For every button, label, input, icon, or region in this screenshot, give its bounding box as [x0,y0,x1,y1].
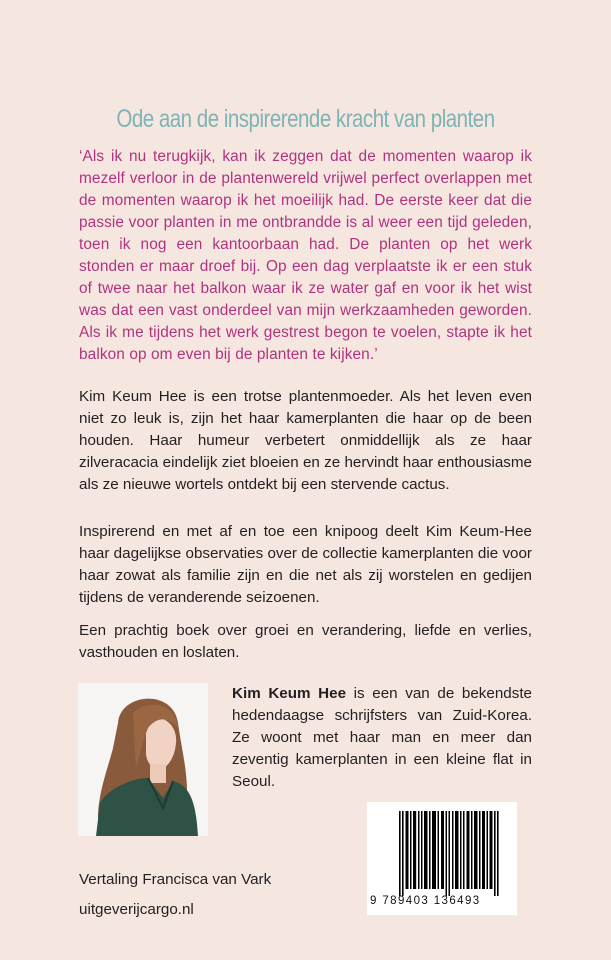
description-paragraph-1: Kim Keum Hee is een trotse plantenmoeder. Als het leven even niet zo leuk is, zijn het haar kamerplanten die haar op de been houden. Haar humeur verbetert onmiddellijk als ze haar zilveracacia eindelijk ziet bloeien en ze hervindt haar enthousiasme als ze nieuwe wortels ontdekt bij een stervende cactus. [79,388,532,493]
barcode-icon [399,811,499,896]
author-bio-text: is een van de bekendste hedendaagse schrijfsters van Zuid-Korea. Ze woont met haar man en meer dan zeventig kamerplanten in een kleine flat in Seoul. [232,685,532,790]
author-portrait-icon [78,683,208,836]
translator-credit: Vertaling Francisca van Vark [79,871,272,888]
book-title-tagline: Ode aan de inspirerende kracht van planten [116,104,495,133]
pull-quote: ‘Als ik nu terugkijk, kan ik zeggen dat de momenten waarop ik mezelf verloor in de plantenwereld vrijwel perfect overlappen met de momenten waarop ik het moeilijk had. De eerste keer dat die passie voor planten in me ontbrandde is al weer een tijd geleden, toen ik nog een kantoorbaan had. De planten op het werk stonden er maar droef bij. Op een dag verplaatste ik er een stuk of twee naar het balkon waar ik ze water gaf en voor ik het wist was dat een vast onderdeel van mijn werkzaamheden geworden. Als ik me tijdens het werk gestrest begon te voelen, stapte ik het balkon op om even bij de planten te kijken.’ [79,148,532,363]
description-paragraph-2: Inspirerend en met af en toe een knipoog deelt Kim Keum-Hee haar dagelijkse observaties over de collectie kamerplanten die voor haar zowat als familie zijn en die net als zij worstelen en gedijen tijdens de veranderende seizoenen. [79,523,532,606]
author-photo [78,683,208,836]
author-bio [232,683,532,793]
description-paragraph-3: Een prachtig boek over groei en verandering, liefde en verlies, vasthouden en loslaten. [79,622,532,661]
isbn-number: 9 789403 136493 [370,895,481,907]
isbn-barcode [367,802,517,915]
author-name: Kim Keum Hee [232,685,347,702]
publisher-website[interactable]: uitgeverijcargo.nl [79,901,194,918]
